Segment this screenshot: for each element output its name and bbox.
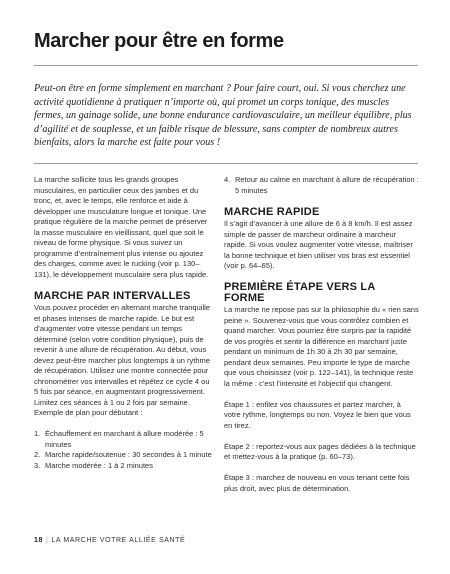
page-number: 18: [34, 537, 43, 544]
beginner-plan-list-continued: [224, 175, 419, 196]
running-title: LA MARCHE VOTRE ALLIÉE SANTÉ: [51, 537, 186, 544]
muscles-paragraph: La marche sollicite tous les grands groupes musculaires, en particulier ceux des jambes et du tronc, et, avec le temps, elle renforce et aide à développer une musculature longue et tonique. Une pratique régulière de la marche permet de préserver la masse musculaire en vieillissant, quel que soit le niveau de forme physique. Si vous suivez un programme d’entraînement plus intense ou ajoutez des charges, comme avec le rucking (voir p. 130–131), le développement musculaire sera plus rapide.: [34, 175, 209, 279]
footer-separator: |: [46, 537, 49, 544]
top-divider: [34, 65, 418, 66]
list-item-number: 1.: [34, 429, 41, 438]
list-item-text: Échauffement en marchant à allure modérée : 5 minutes: [45, 429, 204, 449]
intro-paragraph: Peut-on être en forme simplement en marchant ? Pour faire court, oui. Si vous cherchez une activité quotidienne à pratiquer n’importe où, qui promet un corps tonique, des muscles fermes, un gainage solide, une bonne endurance cardiovasculaire, un meilleur équilibre, plus d’agilité et de souplesse, et un faible risque de blessure, sans compter de nombreux autres bienfaits, alors la marche est faite pour vous !: [34, 83, 412, 149]
step-two-paragraph: Étape 2 : reportez-vous aux pages dédiées à la technique et mettez-vous à la pratique (p. 60–73).: [224, 441, 416, 461]
brisk-walking-paragraph: Il s’agit d’avancer à une allure de 6 à 8 km/h. Il est assez simple de passer de marcheur ordinaire à marcheur rapide. Si vous voulez augmenter votre vitesse, maîtriser la bonne technique et bien utiliser vos bras est essentiel (voir p. 64–65).: [224, 219, 413, 270]
step-three-paragraph: Étape 3 : marchez de nouveau en vous tenant cette fois plus droit, avec plus de détermination.: [224, 473, 410, 493]
list-item-text: Marche modérée : 1 à 2 minutes: [45, 460, 153, 470]
right-column: [224, 175, 419, 505]
list-item-number: 4.: [224, 175, 231, 184]
intervals-paragraph: Vous pouvez procéder en alternant marche tranquille et phases intenses de marche rapide. Le but est d’augmenter votre vitesse pendant un temps déterminé (selon votre condition physique), puis de revenir à une allure de récupération. Au début, vous devez peut-être marcher plus longtemps à un rythme de récupération. Utilisez une montre connectée pour chronométrer vos intervalles et répétez ce cycle 4 ou 5 fois par séance, en augmentant progressivement. Limitez ces séances à 1 ou 2 fois par semaine. Exemple de plan pour débutant :: [34, 303, 210, 417]
first-step-heading: PREMIÈRE ÉTAPE VERS LA FORME: [224, 281, 376, 304]
list-item: [34, 461, 214, 472]
list-item-text: Retour au calme en marchant à allure de récupération : 5 minutes: [235, 175, 419, 195]
list-item: [34, 450, 214, 461]
list-item-text: Marche rapide/soutenue : 30 secondes à 1 minute: [45, 450, 212, 459]
page-footer: [34, 537, 185, 544]
beginner-plan-list: [34, 429, 214, 471]
first-step-paragraph: La marche ne repose pas sur la philosophie du « rien sans peine ». Souvenez-vous que vous contrôlez combien et quand marcher. Vous pourriez être surpris par la rapidité de vos progrès et sentir la différence en marchant juste pendant un minimum de 1h 30 à 2h 30 par semaine, pendant deux semaines. Peu importe le type de marche que vous choisissez (voir p. 122–141), la technique reste la même : c’est l’intensité et l’objectif qui changent.: [224, 305, 419, 388]
list-item: [224, 175, 419, 196]
list-item-number: 3.: [34, 460, 41, 470]
step-one-paragraph: Étape 1 : enfilez vos chaussures et partez marcher, à votre rythme, longtemps ou non. Voyez le bien que vous en tirez.: [224, 399, 411, 430]
list-item-number: 2.: [34, 450, 41, 459]
page-title: Marcher pour être en forme: [34, 30, 284, 52]
brisk-walking-heading: MARCHE RAPIDE: [224, 205, 320, 218]
intro-divider: [34, 163, 418, 164]
list-item: [34, 429, 214, 450]
intervals-heading: MARCHE PAR INTERVALLES: [34, 289, 191, 302]
left-column: [34, 175, 214, 482]
